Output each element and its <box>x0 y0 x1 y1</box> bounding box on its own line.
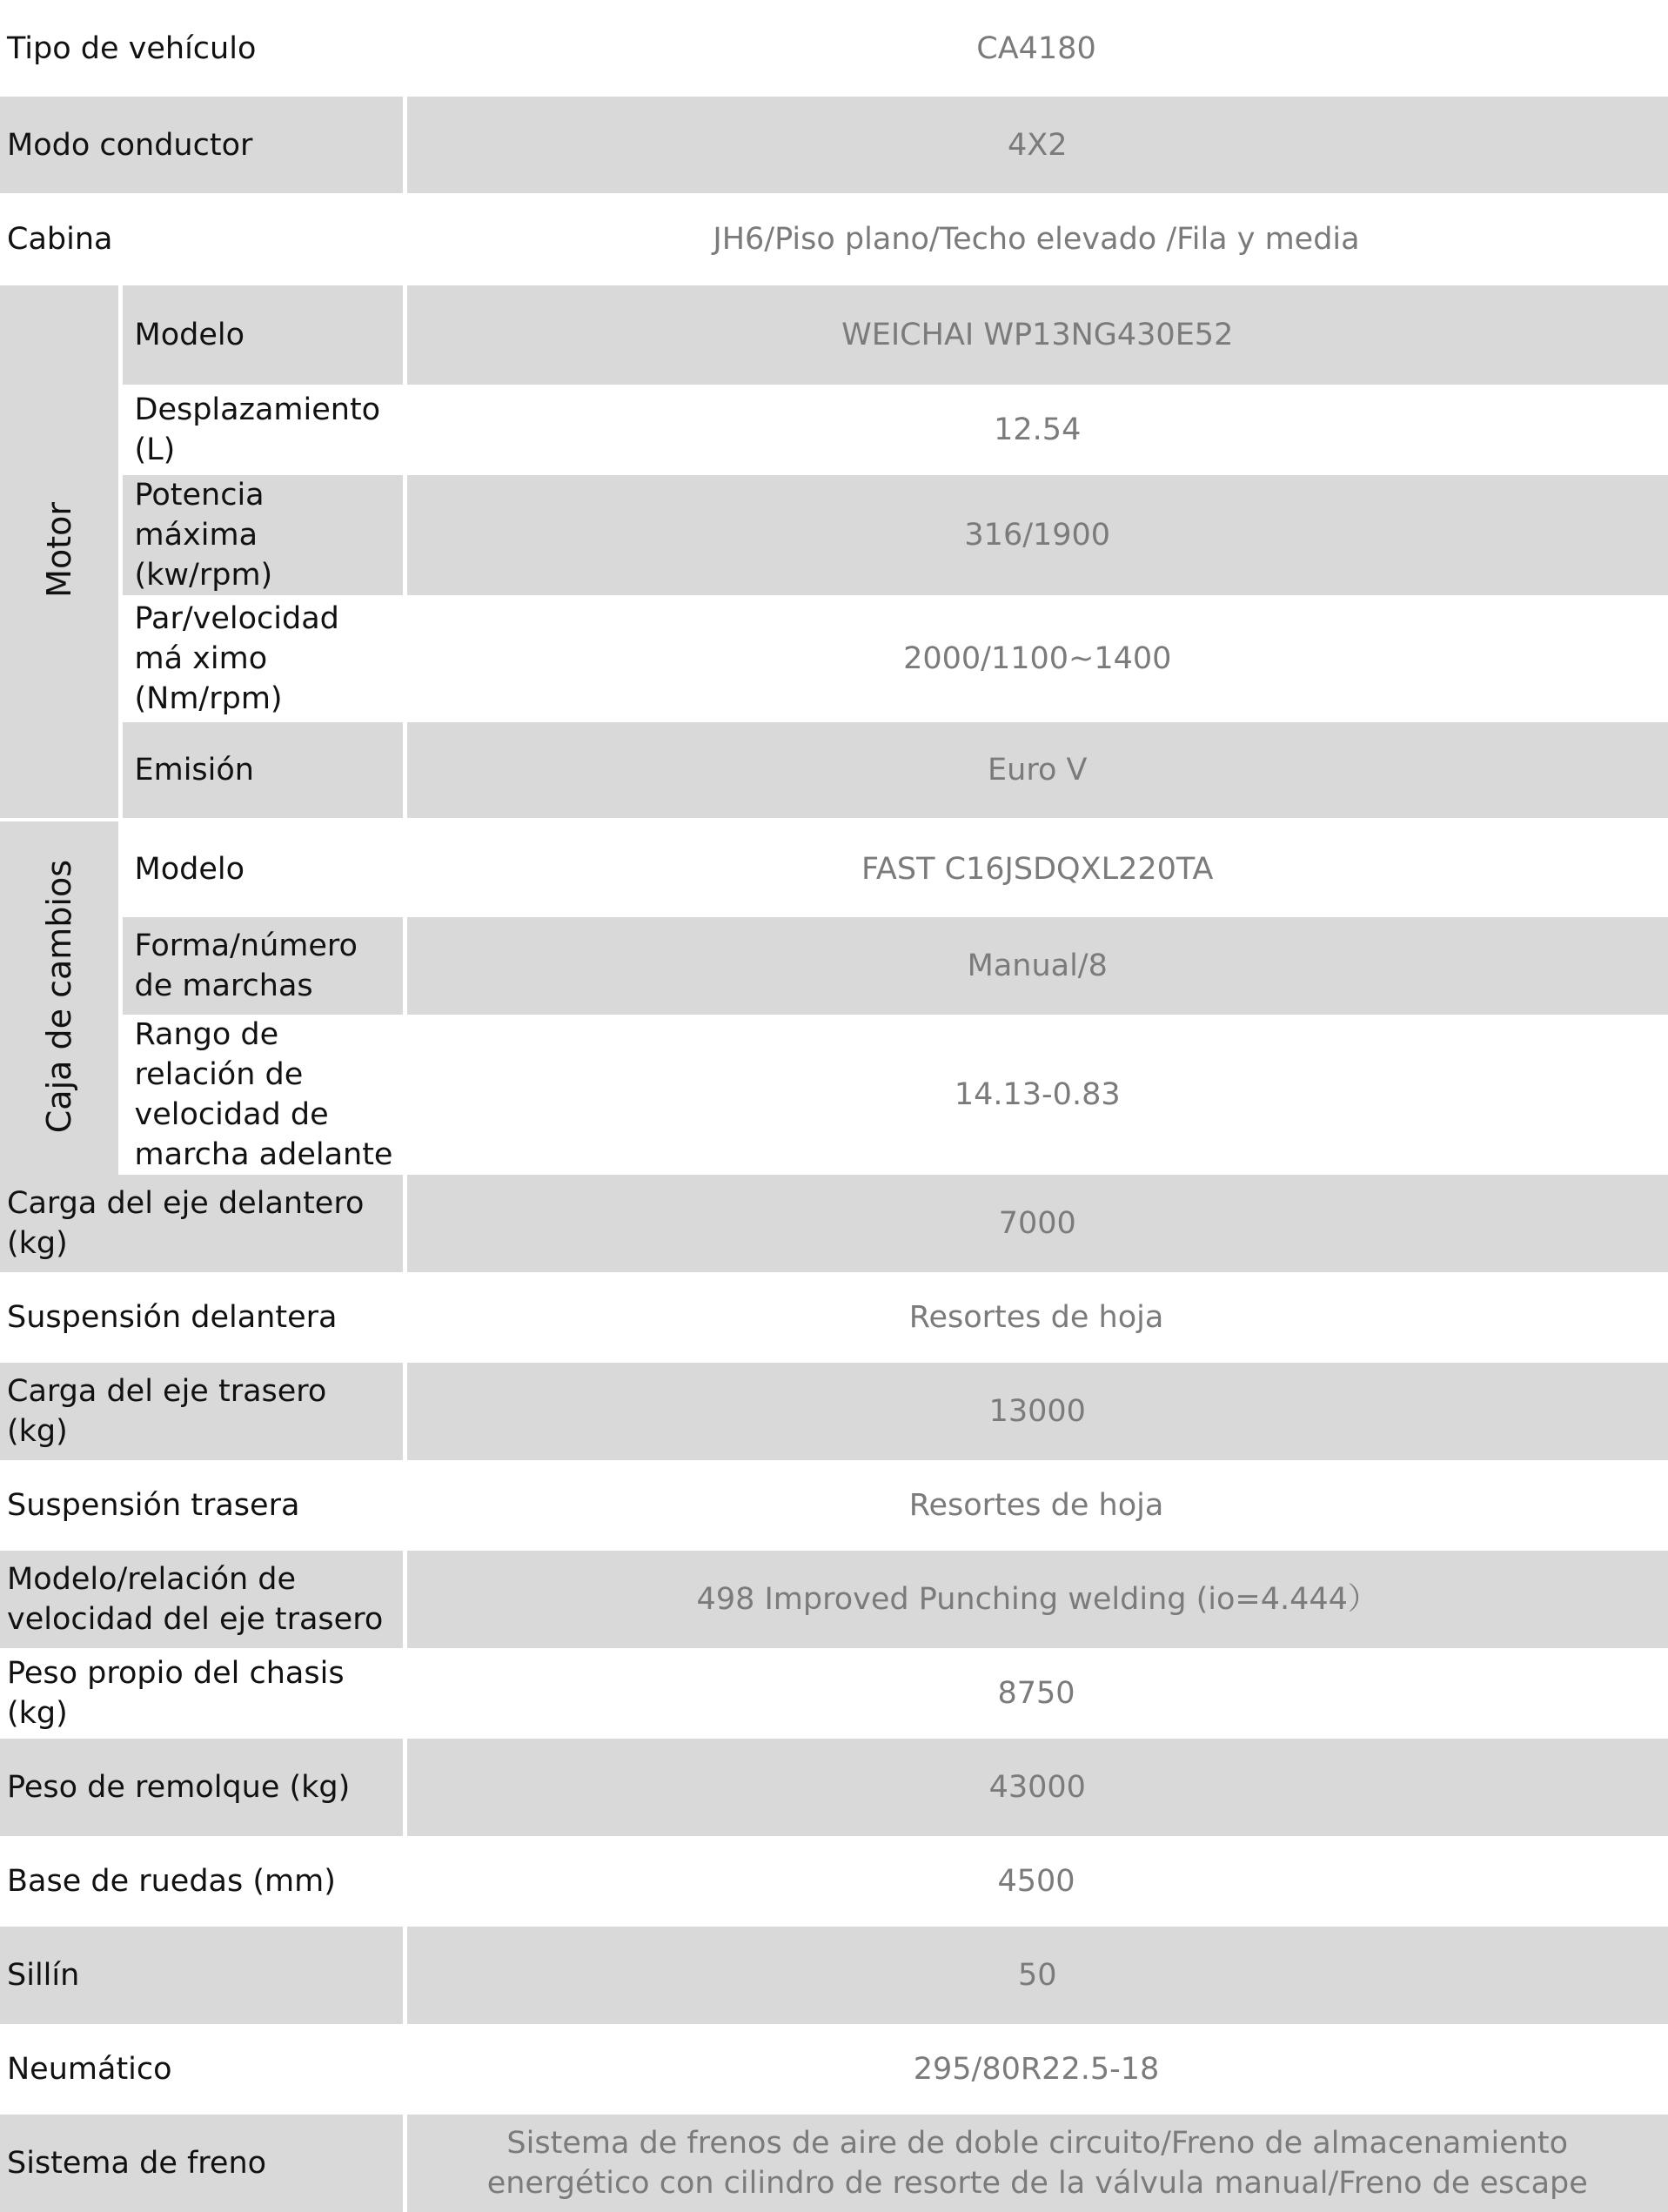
spec-label: Suspensión trasera <box>0 1460 405 1551</box>
spec-value: JH6/Piso plano/Techo elevado /Fila y media <box>405 193 1668 285</box>
spec-label: Peso propio del chasis (kg) <box>0 1648 405 1739</box>
spec-label: Modelo <box>120 820 405 917</box>
spec-label: Emisión <box>120 722 405 820</box>
spec-value: 12.54 <box>405 385 1668 475</box>
spec-label: Forma/número de marchas <box>120 917 405 1015</box>
spec-row-cabina <box>0 193 1668 285</box>
spec-label: Carga del eje delantero (kg) <box>0 1175 405 1272</box>
spec-label: Potencia máxima (kw/rpm) <box>120 475 405 595</box>
spec-row-modo-conductor <box>0 97 1668 193</box>
spec-value: Manual/8 <box>405 917 1668 1015</box>
spec-row-peso-remolque <box>0 1739 1668 1836</box>
spec-value: 13000 <box>405 1363 1668 1460</box>
spec-value: 2000/1100~1400 <box>405 595 1668 722</box>
spec-value: Resortes de hoja <box>405 1272 1668 1363</box>
motor-group-label <box>0 285 120 820</box>
spec-row-sistema-freno <box>0 2115 1668 2212</box>
spec-row-eje-trasero <box>0 1551 1668 1648</box>
spec-value: CA4180 <box>405 0 1668 97</box>
spec-value: 50 <box>405 1927 1668 2024</box>
caja-group-text: Caja de cambios <box>39 859 78 1134</box>
spec-row-caja-forma <box>0 917 1668 1015</box>
spec-value: 4X2 <box>405 97 1668 193</box>
spec-label: Base de ruedas (mm) <box>0 1836 405 1927</box>
spec-label: Desplazamiento (L) <box>120 385 405 475</box>
spec-value: Sistema de frenos de aire de doble circuito/Freno de almacenamiento energético con cilindro de resorte de la válvula manual/Freno de escape <box>405 2115 1668 2212</box>
spec-row-carga-eje-trasero <box>0 1363 1668 1460</box>
spec-row-suspension-delantera <box>0 1272 1668 1363</box>
spec-value: 14.13-0.83 <box>405 1015 1668 1175</box>
spec-value: 4500 <box>405 1836 1668 1927</box>
spec-value: 8750 <box>405 1648 1668 1739</box>
spec-label: Modelo/relación de velocidad del eje trasero <box>0 1551 405 1648</box>
spec-label: Cabina <box>0 193 405 285</box>
spec-label: Modo conductor <box>0 97 405 193</box>
spec-row-caja-rango <box>0 1015 1668 1175</box>
spec-value: Resortes de hoja <box>405 1460 1668 1551</box>
spec-label: Par/velocidad má ximo (Nm/rpm) <box>120 595 405 722</box>
spec-label: Tipo de vehículo <box>0 0 405 97</box>
spec-label: Peso de remolque (kg) <box>0 1739 405 1836</box>
spec-row-suspension-trasera <box>0 1460 1668 1551</box>
spec-value: WEICHAI WP13NG430E52 <box>405 285 1668 385</box>
spec-row-base-ruedas <box>0 1836 1668 1927</box>
spec-label: Modelo <box>120 285 405 385</box>
spec-row-motor-par <box>0 595 1668 722</box>
spec-value: Euro V <box>405 722 1668 820</box>
spec-row-caja-modelo <box>0 820 1668 917</box>
spec-row-tipo-vehiculo <box>0 0 1668 97</box>
spec-label: Neumático <box>0 2024 405 2115</box>
spec-value: 316/1900 <box>405 475 1668 595</box>
spec-label: Suspensión delantera <box>0 1272 405 1363</box>
spec-value: 498 Improved Punching welding (io=4.444） <box>405 1551 1668 1648</box>
spec-label: Sistema de freno <box>0 2115 405 2212</box>
spec-row-carga-eje-delantero <box>0 1175 1668 1272</box>
spec-value: 295/80R22.5-18 <box>405 2024 1668 2115</box>
spec-row-peso-chasis <box>0 1648 1668 1739</box>
spec-label: Sillín <box>0 1927 405 2024</box>
spec-row-motor-modelo <box>0 285 1668 385</box>
spec-row-motor-potencia <box>0 475 1668 595</box>
spec-value: FAST C16JSDQXL220TA <box>405 820 1668 917</box>
spec-row-motor-emision <box>0 722 1668 820</box>
spec-row-sillin <box>0 1927 1668 2024</box>
spec-label: Rango de relación de velocidad de marcha adelante <box>120 1015 405 1175</box>
spec-value: 7000 <box>405 1175 1668 1272</box>
spec-row-neumatico <box>0 2024 1668 2115</box>
spec-label: Carga del eje trasero (kg) <box>0 1363 405 1460</box>
motor-group-text: Motor <box>39 502 78 598</box>
caja-group-label <box>0 820 120 1175</box>
spec-row-motor-desplazamiento <box>0 385 1668 475</box>
spec-value: 43000 <box>405 1739 1668 1836</box>
